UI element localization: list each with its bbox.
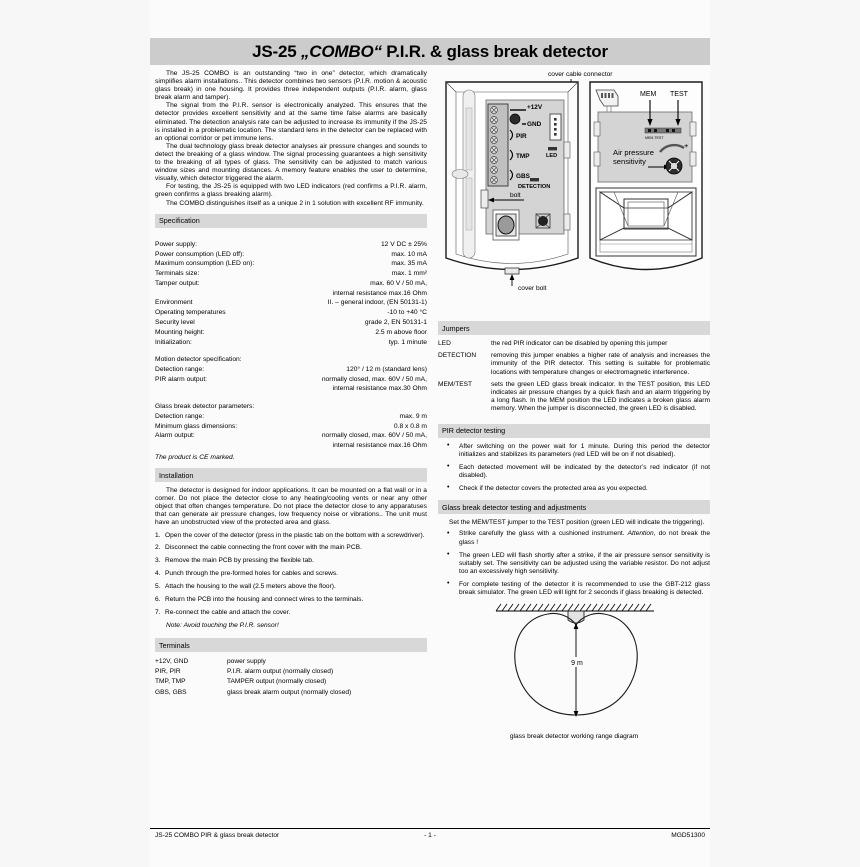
spec-value: 0.8 x 0.8 m xyxy=(393,422,427,430)
terminal-key: TMP, TMP xyxy=(155,678,186,686)
spec-value: max. 10 mA xyxy=(391,250,427,258)
spec-value: max. 1 mm² xyxy=(391,270,427,278)
page-footer xyxy=(150,828,710,839)
bolt-label: bolt xyxy=(510,192,521,199)
table-row xyxy=(155,374,427,384)
mem-label: MEM xyxy=(640,91,657,98)
installation-note xyxy=(166,622,427,629)
table-row xyxy=(155,656,427,666)
spec-value: II. – general indoor, (EN 50131-1) xyxy=(327,299,427,307)
table-row xyxy=(438,381,710,418)
table-row xyxy=(155,365,427,375)
table-row xyxy=(155,667,427,677)
intro-paragraph-5: The COMBO distinguishes itself as a unique 2 in 1 solution with excellent RF immunity. xyxy=(166,199,424,207)
jumper-key: DETECTION xyxy=(438,352,477,360)
spec-label: Power consumption (LED off): xyxy=(155,250,245,258)
terminal-label-gnd: GND xyxy=(527,121,542,128)
glass-testing-list xyxy=(438,530,710,597)
detector-cover-housing xyxy=(590,82,702,270)
terminals-table xyxy=(155,656,427,697)
table-row xyxy=(155,421,427,431)
terminal-desc: glass break alarm output (normally closed) xyxy=(227,688,352,696)
spec-spacer xyxy=(155,232,427,240)
page-title xyxy=(252,42,608,62)
table-row xyxy=(155,298,427,308)
spec-label xyxy=(155,288,287,298)
table-row xyxy=(155,337,427,347)
jumpers-table xyxy=(438,340,710,418)
note-text: Avoid touching the P.I.R. sensor! xyxy=(183,622,279,630)
jumper-desc: removing this jumper enables a higher rate of analysis and increases the immunity of the PIR detector. This setting is suitable for problematic locations with temperature changes or electromagnetic interference. xyxy=(491,352,710,376)
spec-value: max. 9 m xyxy=(399,412,427,420)
pir-testing-heading: PIR detector testing xyxy=(438,424,710,438)
terminal-key: PIR, PIR xyxy=(155,668,181,676)
footer-page-number: - 1 - xyxy=(424,832,436,839)
table-row xyxy=(155,687,427,697)
range-diagram-figure xyxy=(438,603,710,740)
ce-mark-note: The product is CE marked. xyxy=(155,453,235,461)
glass-testing-heading: Glass break detector testing and adjustments xyxy=(438,500,710,514)
terminal-label-tmp: TMP xyxy=(516,153,530,160)
spec-label xyxy=(155,384,287,394)
trimmer-plus-label: + xyxy=(684,141,689,150)
motion-spec-heading: Motion detector specification: xyxy=(155,356,242,364)
spec-value: internal resistance max.30 Ohm xyxy=(332,385,427,393)
list-item: Punch through the pre-formed holes for cables and screws. xyxy=(165,570,338,578)
footer-doc-code: MGD51300 xyxy=(671,832,705,839)
motion-spec-heading-row xyxy=(155,355,427,365)
spec-value: 120° / 12 m (standard lens) xyxy=(346,365,427,373)
right-column xyxy=(438,68,710,740)
document-page xyxy=(150,0,710,867)
spec-label: Environment xyxy=(155,299,193,307)
terminal-desc: P.I.R. alarm output (normally closed) xyxy=(227,668,334,676)
spec-value: internal resistance max.16 Ohm xyxy=(332,289,427,297)
table-row xyxy=(438,352,710,381)
page-title-part2: P.I.R. & glass break detector xyxy=(381,41,608,61)
intro-paragraph-3: The dual technology glass break detector analyses air pressure changes and sounds to detect the breaking of a glass window. The signal processing guarantees a high sensitivity to the breaking of all types of glass. The sensitivity can be adjusted to match various window sizes and mounting distances. A memory feature enables the user to determine, visually, which detector triggered the alarm. xyxy=(155,142,427,183)
list-item: • Each detected movement will be indicated by the detector’s red indicator (if not disabled). xyxy=(438,464,710,481)
terminal-label-pir: PIR xyxy=(516,133,527,140)
intro-paragraph-1: The JS-25 COMBO is an outstanding “two in one” detector, which dramatically simplifies alarm installations.. This detector combines two sensors (P.I.R. motion & acoustic glass break) in one housing. It provides three independent outputs (P.I.R. alarm, glass break alarm and tamper). xyxy=(155,70,427,102)
list-item: • After switching on the power wait for 1 minute. During this period the detector initializes and stabilizes its parameters (red LED will be on if not disabled). xyxy=(438,443,710,460)
list-item: Open the cover of the detector (press in the plastic tab on the bottom with a screwdriver). xyxy=(165,531,425,539)
installation-steps xyxy=(155,532,427,618)
jumper-key: LED xyxy=(438,340,451,347)
table-row xyxy=(155,279,427,289)
spec-label: Minimum glass dimensions: xyxy=(155,422,238,430)
table-row xyxy=(155,384,427,394)
jumper-key: MEM/TEST xyxy=(438,380,473,388)
spec-label: Tamper output: xyxy=(155,279,200,287)
list-item: Disconnect the cable connecting the front cover with the main PCB. xyxy=(165,544,362,552)
intro-paragraph-2: The signal from the P.I.R. sensor is electronically analyzed. This ensures that the detector provides excellent sensitivity and at the same time false alarms are basically eliminated. The detection analysis rate can be adjusted to increase its immunity if the JS-25 is installed in a problematic location. The standard lens in the detector can be replaced with an optional corridor or pet immune lens. xyxy=(155,102,427,142)
table-row xyxy=(155,431,427,441)
spec-label: Detection range: xyxy=(155,365,205,373)
list-item: Remove the main PCB by pressing the flexible tab. xyxy=(165,557,314,565)
spec-value: normally closed, max. 60V / 50 mA, xyxy=(321,432,427,440)
table-row xyxy=(155,441,427,451)
terminal-key: GBS, GBS xyxy=(155,688,187,696)
jumper-label-detection: DETECTION xyxy=(518,184,551,190)
air-pressure-label-1: Air pressure xyxy=(613,148,654,157)
intro-paragraph-4: For testing, the JS-25 is equipped with two LED indicators (red confirms a P.I.R. alarm, green confirms a glass breaking alarm). xyxy=(155,183,427,199)
installation-heading: Installation xyxy=(155,468,427,482)
cover-cable-connector-label: cover cable connector xyxy=(548,71,613,78)
bullet-pre: Strike carefully the glass with a cushioned instrument. xyxy=(459,530,628,538)
spec-value: max. 60 V / 50 mA, xyxy=(370,279,427,287)
jumper-desc: sets the green LED glass break indicator. In the TEST position, this LED indicates air pressure changes by a quick flash and an alarm triggering by a long flash. In the MEM position the LED indicates a broken glass alarm memory. When the jumper is disconnected, the green LED is disabled. xyxy=(491,380,710,413)
list-item: Return the PCB into the housing and connect wires to the terminals. xyxy=(165,596,364,604)
spec-label: Power supply: xyxy=(155,240,198,248)
spec-spacer xyxy=(155,347,427,355)
specification-table xyxy=(155,232,427,451)
glass-spec-heading: Glass break detector parameters: xyxy=(155,403,255,411)
table-row xyxy=(155,411,427,421)
spec-label: Maximum consumption (LED on): xyxy=(155,260,255,268)
spec-label: Security level xyxy=(155,319,195,327)
spec-label: Mounting height: xyxy=(155,328,205,336)
cover-bolt-label: cover bolt xyxy=(518,285,547,292)
left-column xyxy=(155,70,427,697)
spec-label: Alarm output: xyxy=(155,432,195,440)
spec-value: grade 2, EN 50131-1 xyxy=(364,319,427,327)
spec-label xyxy=(155,441,287,451)
bullet-post: , do not break the glass ! xyxy=(459,530,710,546)
detector-diagram-figure xyxy=(438,68,710,318)
memtest-silkscreen: MEM TEST xyxy=(645,136,664,140)
specification-heading: Specification xyxy=(155,214,427,228)
range-distance-label: 9 m xyxy=(571,660,583,668)
list-item xyxy=(438,530,710,547)
terminal-desc: TAMPER output (normally closed) xyxy=(227,678,327,686)
terminal-desc: power supply xyxy=(227,657,266,665)
page-title-bar xyxy=(150,38,710,65)
page-title-part1: JS-25 xyxy=(252,41,301,61)
jumper-label-led: LED xyxy=(546,153,558,159)
spec-label: Operating temperatures xyxy=(155,309,226,317)
spec-value: normally closed, max. 60V / 50 mA, xyxy=(321,375,427,383)
page-title-combo: „COMBO“ xyxy=(301,41,382,61)
range-diagram-svg xyxy=(438,603,710,731)
list-item: Re-connect the cable and attach the cover. xyxy=(165,608,291,616)
footer-left: JS-25 COMBO PIR & glass break detector xyxy=(155,832,280,839)
list-item: • The green LED will flash shortly after a strike, if the air pressure sensor sensitivity is suitably set. The sensitivity can be adjusted using the variable resistor. Do not adjust too an excessively high sensitivity. xyxy=(438,552,710,577)
spec-label: Detection range: xyxy=(155,412,205,420)
range-diagram-caption: glass break detector working range diagram xyxy=(509,733,639,741)
terminal-label-gbs: GBS xyxy=(516,173,530,180)
table-row xyxy=(155,308,427,318)
list-item: Attach the housing to the wall (2.5 meters above the floor). xyxy=(165,583,336,591)
spec-value: 2.5 m above floor xyxy=(375,328,427,336)
detector-open-housing xyxy=(446,82,578,292)
spec-value: max. 35 mA xyxy=(391,260,427,268)
note-label: Note: xyxy=(166,622,182,630)
pir-testing-list xyxy=(438,443,710,493)
table-row xyxy=(155,288,427,298)
bullet-italic: Attention xyxy=(627,530,654,538)
table-row xyxy=(155,249,427,259)
spec-value: internal resistance max.16 Ohm xyxy=(332,442,427,450)
spec-value: typ. 1 minute xyxy=(388,338,427,346)
table-row xyxy=(155,677,427,687)
spec-label: Initialization: xyxy=(155,338,192,346)
spec-value: -10 to +40 °C xyxy=(387,309,427,317)
glass-testing-lead: Set the MEM/TEST jumper to the TEST position (green LED will indicate the triggering). xyxy=(449,519,705,527)
test-label: TEST xyxy=(670,91,688,98)
installation-intro: The detector is designed for indoor applications. It can be mounted on a flat wall or in a corner. Do not place the detector close to any heating/cooling vents or near any other object that often changes temperature. Do not place the detector close to any apparatuses that can generate air pressure changes, low frequency noise or vibrations.. The unit must have an unobstructed view of the protected area and glass. xyxy=(155,487,427,527)
table-row xyxy=(155,327,427,337)
table-row xyxy=(155,259,427,269)
jumpers-heading: Jumpers xyxy=(438,321,710,335)
glass-spec-heading-row xyxy=(155,402,427,412)
table-row xyxy=(155,318,427,328)
spec-spacer xyxy=(155,394,427,402)
terminals-heading: Terminals xyxy=(155,638,427,652)
list-item: • Check if the detector covers the protected area as you expected. xyxy=(438,485,710,493)
list-item: • For complete testing of the detector it is recommended to use the GBT-212 glass break simulator. The green LED will light for 2 seconds if glass breaking is detected. xyxy=(438,581,710,598)
jumper-desc: the red PIR indicator can be disabled by opening this jumper xyxy=(491,340,668,347)
spec-label: PIR alarm output: xyxy=(155,375,208,383)
spec-value: 12 V DC ± 25% xyxy=(380,240,427,248)
air-pressure-label-2: sensitivity xyxy=(613,157,646,166)
table-row xyxy=(438,340,710,352)
table-row xyxy=(155,269,427,279)
detector-diagram-svg xyxy=(438,68,710,318)
spec-label: Terminals size: xyxy=(155,270,200,278)
terminal-key: +12V, GND xyxy=(155,657,189,665)
table-row xyxy=(155,239,427,249)
terminal-label-12v: +12V xyxy=(527,104,543,111)
